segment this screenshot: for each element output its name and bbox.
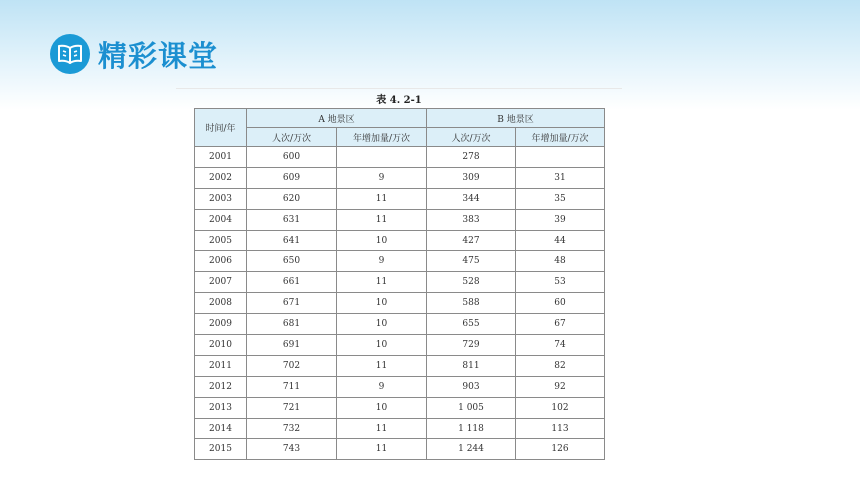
table-row [195, 251, 605, 272]
cell-a-visits: 609 [247, 167, 337, 188]
table-row [195, 167, 605, 188]
visitor-table [194, 108, 605, 460]
cell-b-visits: 427 [427, 230, 516, 251]
cell-b-visits: 344 [427, 188, 516, 209]
cell-b-visits: 588 [427, 293, 516, 314]
cell-year: 2004 [195, 209, 247, 230]
cell-b-increase: 35 [516, 188, 605, 209]
table-row [195, 209, 605, 230]
cell-b-visits: 655 [427, 314, 516, 335]
group-header-a: A 地景区 [247, 109, 427, 128]
cell-b-increase: 53 [516, 272, 605, 293]
cell-b-visits: 811 [427, 355, 516, 376]
cell-b-increase: 126 [516, 439, 605, 460]
section-header [50, 33, 218, 75]
cell-a-visits: 711 [247, 376, 337, 397]
cell-year: 2002 [195, 167, 247, 188]
cell-a-increase [337, 147, 427, 168]
cell-a-visits: 600 [247, 147, 337, 168]
cell-b-visits: 729 [427, 335, 516, 356]
cell-year: 2012 [195, 376, 247, 397]
cell-a-visits: 702 [247, 355, 337, 376]
cell-a-visits: 620 [247, 188, 337, 209]
cell-b-visits: 903 [427, 376, 516, 397]
cell-b-visits: 528 [427, 272, 516, 293]
cell-a-increase: 10 [337, 293, 427, 314]
cell-a-increase: 9 [337, 376, 427, 397]
cell-a-visits: 631 [247, 209, 337, 230]
corner-header: 时间/年 [195, 109, 247, 147]
cell-a-visits: 743 [247, 439, 337, 460]
cell-a-increase: 10 [337, 314, 427, 335]
cell-b-increase: 82 [516, 355, 605, 376]
subheader-b-visits: 人次/万次 [427, 128, 516, 147]
open-book-icon [50, 34, 90, 74]
table-header-row [195, 109, 605, 128]
cell-b-visits: 1 118 [427, 418, 516, 439]
cell-b-visits: 1 005 [427, 397, 516, 418]
cell-b-increase: 113 [516, 418, 605, 439]
cell-b-visits: 309 [427, 167, 516, 188]
cell-year: 2006 [195, 251, 247, 272]
cell-year: 2013 [195, 397, 247, 418]
cell-b-increase: 67 [516, 314, 605, 335]
table-row [195, 188, 605, 209]
cell-a-increase: 11 [337, 272, 427, 293]
cell-year: 2015 [195, 439, 247, 460]
cell-a-increase: 9 [337, 251, 427, 272]
cell-b-increase: 31 [516, 167, 605, 188]
cell-year: 2009 [195, 314, 247, 335]
cell-a-increase: 11 [337, 439, 427, 460]
section-title: 精彩课堂 [98, 38, 219, 73]
table-row [195, 335, 605, 356]
cell-year: 2014 [195, 418, 247, 439]
table-row [195, 314, 605, 335]
cell-b-visits: 383 [427, 209, 516, 230]
cell-a-increase: 10 [337, 397, 427, 418]
cell-a-increase: 11 [337, 355, 427, 376]
cell-b-increase: 39 [516, 209, 605, 230]
cell-a-visits: 721 [247, 397, 337, 418]
cell-b-increase [516, 147, 605, 168]
subheader-b-increase: 年增加量/万次 [516, 128, 605, 147]
table-row [195, 439, 605, 460]
cell-b-visits: 475 [427, 251, 516, 272]
table-caption: 表 4. 2-1 [176, 88, 622, 104]
cell-b-increase: 60 [516, 293, 605, 314]
cell-b-visits: 1 244 [427, 439, 516, 460]
table-row [195, 272, 605, 293]
cell-a-visits: 681 [247, 314, 337, 335]
subheader-a-visits: 人次/万次 [247, 128, 337, 147]
cell-a-visits: 661 [247, 272, 337, 293]
cell-b-increase: 48 [516, 251, 605, 272]
cell-a-increase: 10 [337, 335, 427, 356]
cell-b-increase: 102 [516, 397, 605, 418]
table-row [195, 418, 605, 439]
cell-a-increase: 10 [337, 230, 427, 251]
cell-year: 2007 [195, 272, 247, 293]
table-row [195, 293, 605, 314]
table-subheader-row [195, 128, 605, 147]
cell-a-increase: 11 [337, 188, 427, 209]
cell-a-visits: 691 [247, 335, 337, 356]
cell-a-visits: 650 [247, 251, 337, 272]
cell-b-increase: 44 [516, 230, 605, 251]
table-row [195, 355, 605, 376]
table-row [195, 376, 605, 397]
cell-year: 2011 [195, 355, 247, 376]
cell-a-increase: 11 [337, 209, 427, 230]
cell-a-increase: 9 [337, 167, 427, 188]
subheader-a-increase: 年增加量/万次 [337, 128, 427, 147]
cell-year: 2005 [195, 230, 247, 251]
table-body [195, 147, 605, 460]
cell-a-visits: 732 [247, 418, 337, 439]
table-row [195, 397, 605, 418]
cell-b-increase: 92 [516, 376, 605, 397]
cell-year: 2001 [195, 147, 247, 168]
cell-a-increase: 11 [337, 418, 427, 439]
group-header-b: B 地景区 [427, 109, 605, 128]
cell-b-increase: 74 [516, 335, 605, 356]
cell-a-visits: 641 [247, 230, 337, 251]
cell-year: 2010 [195, 335, 247, 356]
cell-year: 2003 [195, 188, 247, 209]
cell-a-visits: 671 [247, 293, 337, 314]
table-row [195, 230, 605, 251]
cell-b-visits: 278 [427, 147, 516, 168]
cell-year: 2008 [195, 293, 247, 314]
table-row [195, 147, 605, 168]
